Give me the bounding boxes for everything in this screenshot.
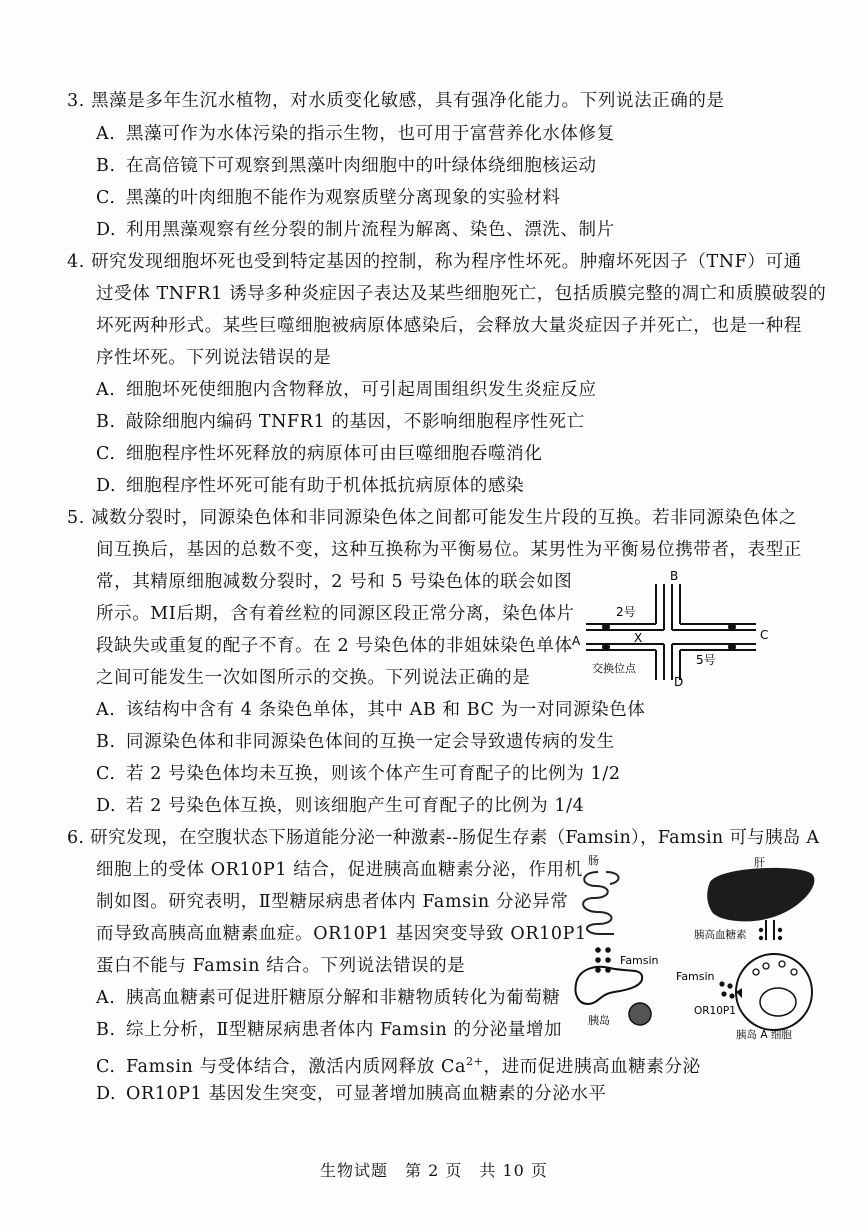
question-number: 5. [67,508,85,528]
question-3-option-a: A. 黑藻可作为水体污染的指示生物，也可用于富营养化水体修复 [96,124,615,144]
label-chromosome-2: 2号 [616,605,636,619]
question-number: 6. [67,828,85,848]
label-gut: 肠 [588,854,599,867]
question-5-option-d: D. 若 2 号染色体互换，则该细胞产生可育配子的比例为 1/4 [96,796,585,816]
question-5-stem-line: 5. 减数分裂时，同源染色体和非同源染色体之间都可能发生片段的互换。若非同源染色体之 [67,508,797,528]
centromeres [602,623,736,651]
question-5-option-a: A. 该结构中含有 4 条染色单体，其中 AB 和 BC 为一对同源染色体 [96,700,646,720]
question-4-option-c: C. 细胞程序性坏死释放的病原体可由巨噬细胞吞噬消化 [96,444,543,464]
chromosome-pairing-figure [566,568,786,688]
question-6-stem-line: 制如图。研究表明，Ⅱ型糖尿病患者体内 Famsin 分泌异常 [96,892,569,912]
question-3-option-d: D. 利用黑藻观察有丝分裂的制片流程为解离、染色、漂洗、制片 [96,220,615,240]
question-number: 4. [67,252,85,272]
question-6-option-d: D. OR10P1 基因发生突变，可显著增加胰高血糖素的分泌水平 [96,1084,607,1104]
liver-icon [707,868,814,921]
question-5-stem-line: 之间可能发生一次如图所示的交换。下列说法正确的是 [96,668,531,688]
question-4-option-d: D. 细胞程序性坏死可能有助于机体抵抗病原体的感染 [96,476,525,496]
question-6-option-a: A. 胰高血糖素可促进肝糖原分解和非糖物质转化为葡萄糖 [96,988,561,1008]
label-famsin-2: Famsin [676,970,715,983]
label-a: A [572,634,581,648]
label-c: C [760,628,769,642]
question-5-stem-line: 常，其精原细胞减数分裂时，2 号和 5 号染色体的联会如图 [96,572,573,592]
question-5-stem-line: 所示。MI后期，含有着丝粒的同源区段正常分离，染色体片 [96,604,575,624]
question-5-stem-line: 间互换后，基因的总数不变，这种互换称为平衡易位。某男性为平衡易位携带者，表型正 [96,540,802,560]
question-3-option-c: C. 黑藻的叶肉细胞不能作为观察质壁分离现象的实验材料 [96,188,561,208]
label-famsin-1: Famsin [620,954,659,967]
glucagon-dots [759,928,782,940]
label-a-cell: 胰岛 A 细胞 [736,1029,792,1041]
label-or10p1: OR10P1 [694,1005,736,1017]
a-cell-icon [736,954,812,1030]
label-islet: 胰岛 [588,1014,610,1027]
label-liver: 肝 [754,856,765,869]
question-6-stem-line: 细胞上的受体 OR10P1 结合，促进胰高血糖素分泌，作用机 [96,860,583,880]
gut-icon [583,872,618,934]
label-b: B [670,569,679,583]
question-5-option-b: B. 同源染色体和非同源染色体间的互换一定会导致遗传病的发生 [96,732,615,752]
page-footer: 生物试题 第 2 页 共 10 页 [320,1161,548,1180]
question-3-stem: 3. 黑藻是多年生沉水植物，对水质变化敏感，具有强净化能力。下列说法正确的是 [67,91,725,111]
question-4-stem-line: 4. 研究发现细胞坏死也受到特定基因的控制，称为程序性坏死。肿瘤坏死因子（TNF）可通 [67,252,802,272]
question-5-option-c: C. 若 2 号染色体均未互换，则该个体产生可育配子的比例为 1/2 [96,764,621,784]
question-6-option-b: B. 综上分析，Ⅱ型糖尿病患者体内 Famsin 的分泌量增加 [96,1020,563,1040]
question-5-stem-line: 段缺失或重复的配子不育。在 2 号染色体的非姐妹染色单体 [96,636,573,656]
famsin-mechanism-figure [570,852,832,1044]
question-4-stem-line: 过受体 TNFR1 诱导多种炎症因子表达及某些细胞死亡，包括质膜完整的凋亡和质膜破裂的 [96,284,827,304]
question-4-stem-line: 坏死两种形式。某些巨噬细胞被病原体感染后，会释放大量炎症因子并死亡，也是一种程 [96,316,802,336]
question-3-option-b: B. 在高倍镜下可观察到黑藻叶肉细胞中的叶绿体绕细胞核运动 [96,156,597,176]
question-6-stem-line: 蛋白不能与 Famsin 结合。下列说法错误的是 [96,956,466,976]
label-glucagon: 胰高血糖素 [694,929,747,941]
question-number: 3. [67,91,85,111]
question-4-option-b: B. 敲除细胞内编码 TNFR1 的基因，不影响细胞程序性死亡 [96,412,585,432]
question-4-stem-line: 序性坏死。下列说法错误的是 [96,348,332,368]
famsin-dots-1 [595,947,611,973]
islet-icon [629,1003,651,1025]
label-x: X [634,631,643,645]
question-6-option-c: C. Famsin 与受体结合，激活内质网释放 $Ca^{2+}$，进而促进胰高血糖素分泌 [96,1055,701,1077]
question-6-stem-line: 而导致高胰高血糖素血症。OR10P1 基因突变导致 OR10P1 [96,924,587,944]
question-6-stem-line: 6. 研究发现，在空腹状态下肠道能分泌一种激素--肠促生存素（Famsin），Famsin 可与胰岛 A [67,828,820,848]
label-chromosome-5: 5号 [696,653,716,667]
label-exchange-site: 交换位点 [592,662,636,675]
question-4-option-a: A. 细胞坏死使细胞内含物释放，可引起周围组织发生炎症反应 [96,380,597,400]
label-d: D [674,675,684,688]
